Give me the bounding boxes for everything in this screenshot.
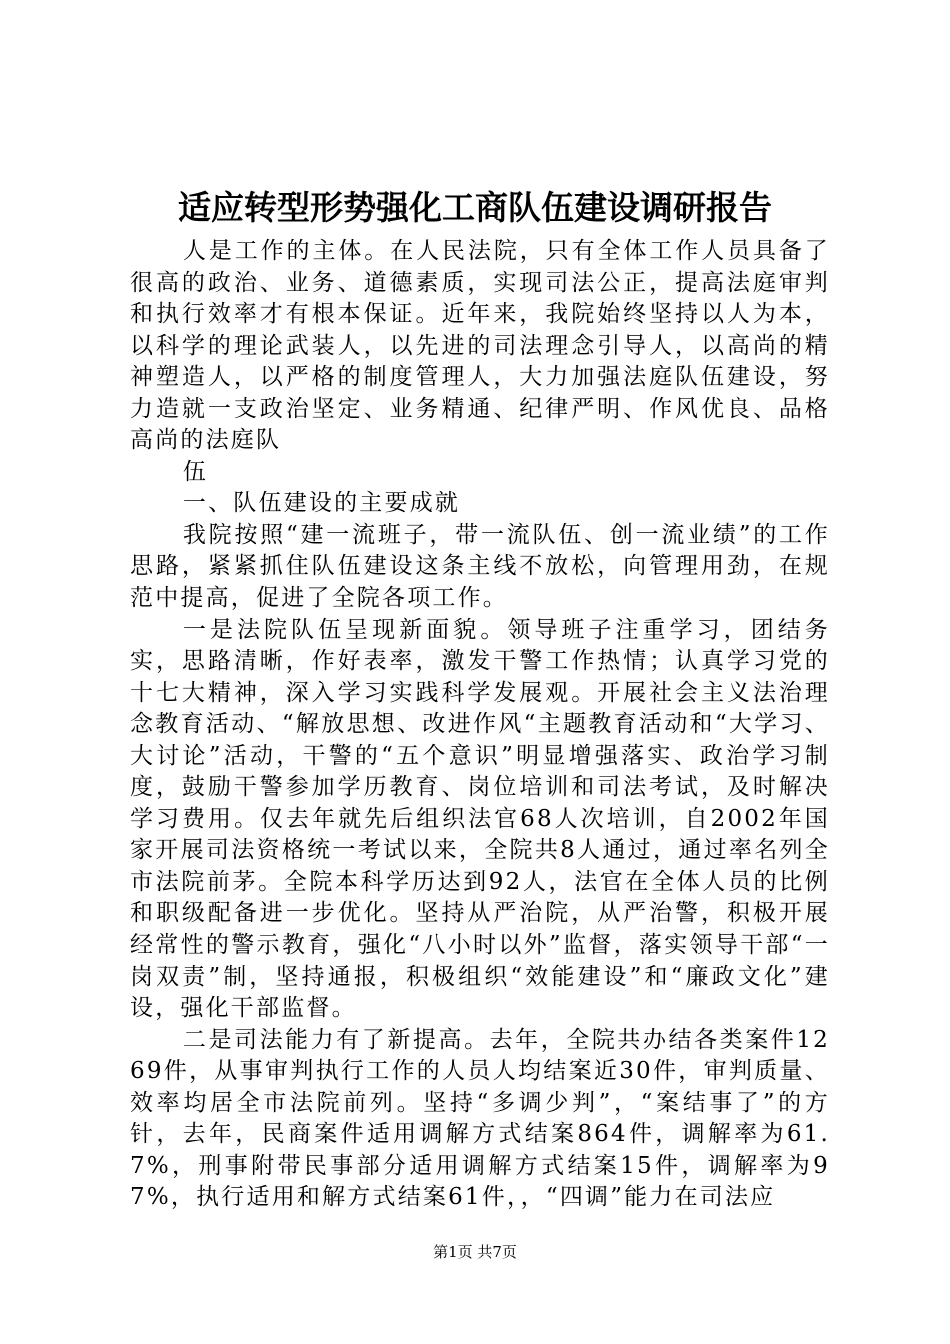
document-title: 适应转型形势强化工商队伍建设调研报告 bbox=[178, 188, 772, 227]
document-body bbox=[130, 236, 830, 1214]
section-heading: 一、队伍建设的主要成就 bbox=[182, 490, 461, 517]
page-number-footer: 第1页 共7页 bbox=[433, 1243, 517, 1261]
paragraph-team-new-look: 一是法院队伍呈现新面貌。领导班子注重学习，团结务实，思路清晰，作好表率，激发干警工作热情；认真学习党的十七大精神，深入学习实践科学发展观。开展社会主义法治理念教育活动、“解放思想、改进作风“主题教育活动和“大学习、大讨论”活动，干警的“五个意识”明显增强落实、政治学习制度，鼓励干警参加学历教育、岗位培训和司法考试，及时解决学习费用。仅去年就先后组织法官68人次培训，自2002年国家开展司法资格统一考试以来，全院共8人通过，通过率名列全市法院前茅。全院本科学历达到92人，法官在全体人员的比例和职级配备进一步优化。坚持从严治院，从严治警，积极开展经常性的警示教育，强化“八小时以外”监督，落实领导干部“一岗双责”制，坚持通报，积极组织“效能建设”和“廉政文化”建设，强化干部监督。 bbox=[130, 616, 830, 1022]
paragraph-intro: 人是工作的主体。在人民法院，只有全体工作人员具备了很高的政治、业务、道德素质，实现司法公正，提高法庭审判和执行效率才有根本保证。近年来，我院始终坚持以人为本，以科学的理论武装人，以先进的司法理念引导人，以高尚的精神塑造人，以严格的制度管理人，大力加强法庭队伍建设，努力造就一支政治坚定、业务精通、纪律严明、作风优良、品格高尚的法庭队 bbox=[130, 238, 830, 454]
paragraph-work-approach: 我院按照“建一流班子，带一流队伍、创一流业绩”的工作思路，紧紧抓住队伍建设这条主线不放松，向管理用劲，在规范中提高，促进了全院各项工作。 bbox=[130, 521, 830, 612]
paragraph-intro-tail: 伍 bbox=[182, 458, 209, 485]
paragraph-judicial-capacity: 二是司法能力有了新提高。去年，全院共办结各类案件1269件，从事审判执行工作的人员人均结案近30件，审判质量、效率均居全市法院前列。坚持“多调少判”，“案结事了”的方针，去年，民商案件适用调解方式结案864件，调解率为61.7%，刑事附带民事部分适用调解方式结案15件，调解率为97%，执行适用和解方式结案61件，，“四调”能力在司法应 bbox=[130, 1026, 830, 1211]
